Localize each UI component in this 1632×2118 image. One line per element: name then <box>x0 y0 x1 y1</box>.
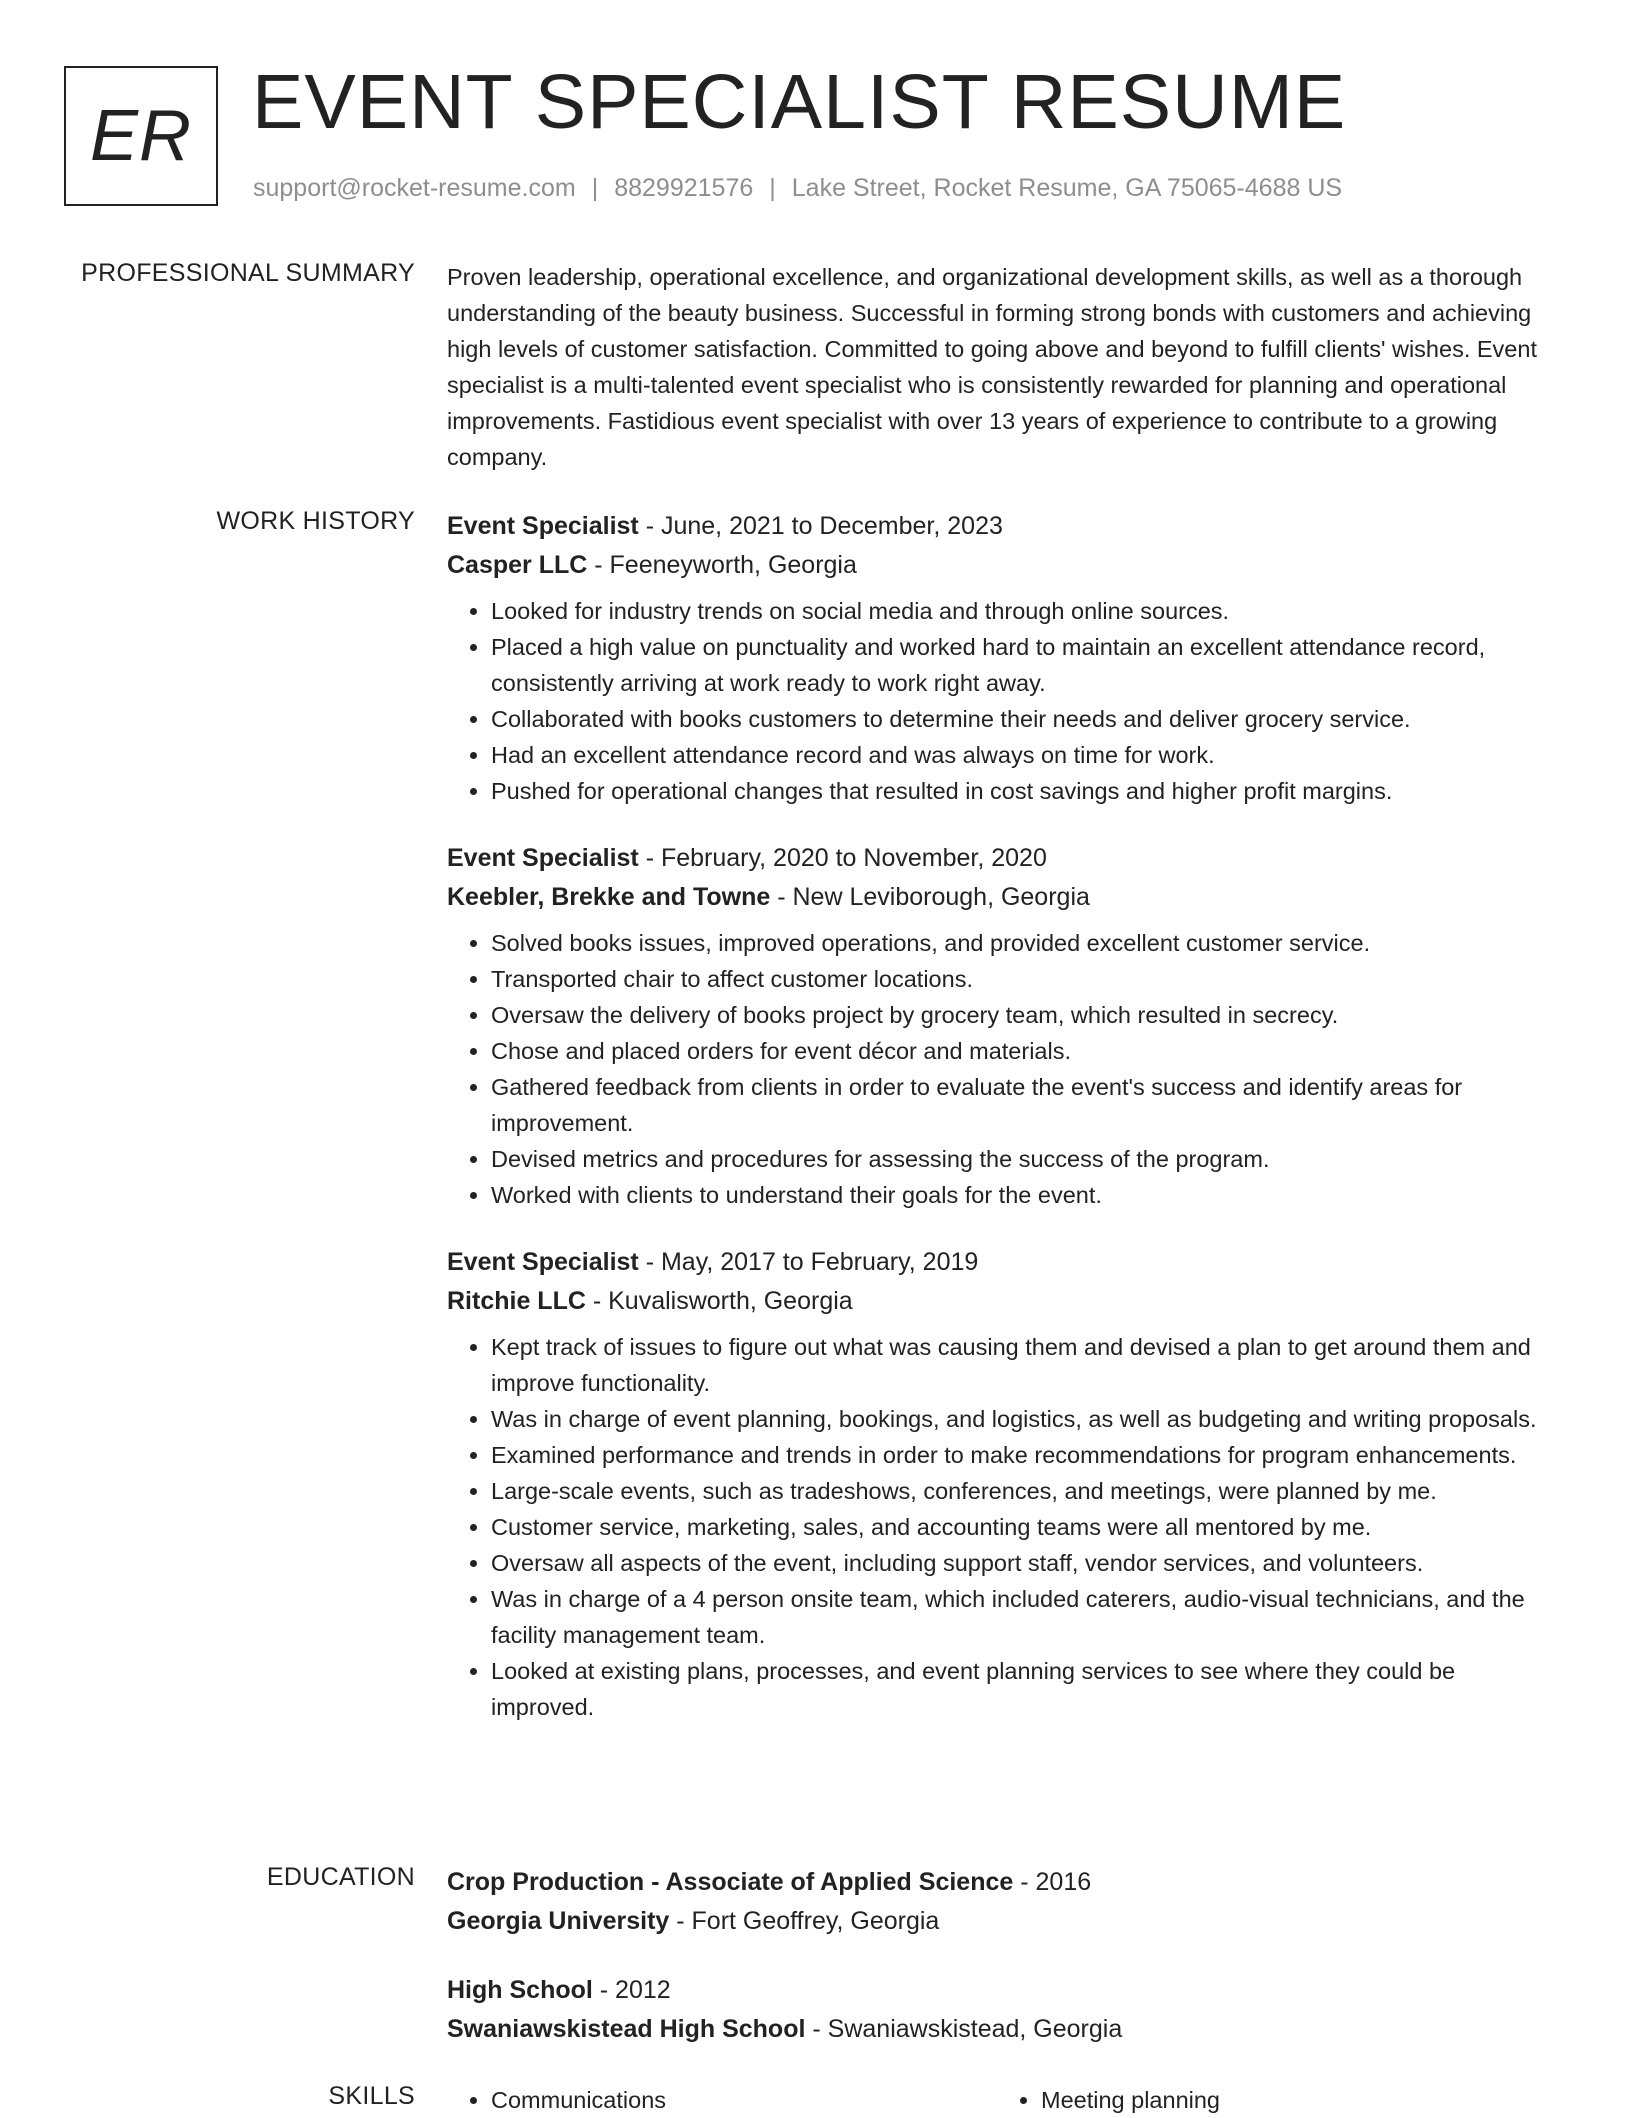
job-bullet: • Oversaw all aspects of the event, including support staff, vendor services, and volunteers. <box>491 1545 1562 1581</box>
job-bullet: • Chose and placed orders for event décor and materials. <box>491 1033 1562 1069</box>
contact-separator: | <box>769 174 776 202</box>
job-company-line <box>447 1282 1562 1321</box>
education-degree-line <box>447 1971 1562 2010</box>
job-dates: - June, 2021 to December, 2023 <box>638 512 1003 540</box>
education-location: - Fort Geoffrey, Georgia <box>669 1907 940 1935</box>
job-bullet: • Devised metrics and procedures for assessing the success of the program. <box>491 1141 1562 1177</box>
monogram-initials: ER <box>89 96 193 176</box>
skills-column-left <box>447 2082 997 2118</box>
job-company: Ritchie LLC <box>447 1287 586 1315</box>
job-title-line <box>447 507 1562 546</box>
section-label-skills: SKILLS <box>328 2082 415 2110</box>
summary-text: Proven leadership, operational excellence, and organizational development skills, as well as a thorough understanding of the beauty business. Successful in forming strong bonds with customers and achieving high levels of customer satisfaction. Committed to going above and beyond to fulfill clients' wishes. Event specialist is a multi-talented event specialist who is consistently rewarded for planning and operational improvements. Fastidious event specialist with over 13 years of experience to contribute to a growing company. <box>447 264 1537 470</box>
job-bullet: • Looked for industry trends on social media and through online sources. <box>491 593 1562 629</box>
job-bullet: • Worked with clients to understand their goals for the event. <box>491 1177 1562 1213</box>
contact-line <box>253 174 1342 203</box>
section-label-education: EDUCATION <box>266 1863 415 1891</box>
job-entry <box>447 507 1562 809</box>
resume-title: EVENT SPECIALIST RESUME <box>252 59 1347 145</box>
education-location: - Swaniawskistead, Georgia <box>805 2015 1123 2043</box>
contact-address: Lake Street, Rocket Resume, GA 75065-4688 US <box>791 174 1343 202</box>
job-bullet: • Placed a high value on punctuality and worked hard to maintain an excellent attendance record, consistently arriving at work ready to work right away. <box>491 629 1562 701</box>
monogram-badge <box>64 66 218 206</box>
job-bullet: • Transported chair to affect customer locations. <box>491 961 1562 997</box>
contact-phone: 8829921576 <box>614 174 754 202</box>
section-label-work: WORK HISTORY <box>216 507 415 535</box>
job-bullet: • Pushed for operational changes that resulted in cost savings and higher profit margins. <box>491 773 1562 809</box>
job-bullet: • Oversaw the delivery of books project by grocery team, which resulted in secrecy. <box>491 997 1562 1033</box>
job-bullet: • Was in charge of event planning, bookings, and logistics, as well as budgeting and writing proposals. <box>491 1401 1562 1437</box>
education-degree-line <box>447 1863 1562 1902</box>
education-entry <box>447 1863 1562 1941</box>
job-location: - Kuvalisworth, Georgia <box>585 1287 853 1315</box>
job-bullet: • Was in charge of a 4 person onsite team, which included caterers, audio-visual technicians, and the facility management team. <box>491 1581 1562 1653</box>
job-title-line <box>447 839 1562 878</box>
job-title: Event Specialist <box>447 1248 639 1276</box>
education-school: Georgia University <box>447 1907 670 1935</box>
job-bullets <box>447 1329 1562 1725</box>
job-entry <box>447 1243 1562 1725</box>
education-entry <box>447 1971 1562 2049</box>
job-title-line <box>447 1243 1562 1282</box>
job-company-line <box>447 878 1562 917</box>
education-degree: High School <box>447 1976 593 2004</box>
job-bullets <box>447 593 1562 809</box>
job-title: Event Specialist <box>447 844 639 872</box>
job-bullet: • Large-scale events, such as tradeshows, conferences, and meetings, were planned by me. <box>491 1473 1562 1509</box>
job-dates: - May, 2017 to February, 2019 <box>638 1248 979 1276</box>
job-bullet: • Solved books issues, improved operations, and provided excellent customer service. <box>491 925 1562 961</box>
education-school-line <box>447 1902 1562 1941</box>
job-location: - New Leviborough, Georgia <box>770 883 1090 911</box>
education-school-line <box>447 2010 1562 2049</box>
job-bullet: • Kept track of issues to figure out what was causing them and devised a plan to get around them and improve functionality. <box>491 1329 1562 1401</box>
job-company: Keebler, Brekke and Towne <box>447 883 771 911</box>
job-title: Event Specialist <box>447 512 639 540</box>
education-year: - 2012 <box>592 1976 671 2004</box>
education-year: - 2016 <box>1013 1868 1092 1896</box>
job-bullet: • Had an excellent attendance record and was always on time for work. <box>491 737 1562 773</box>
job-entry <box>447 839 1562 1213</box>
skills-column-right <box>997 2082 1547 2118</box>
job-bullet: • Gathered feedback from clients in order to evaluate the event's success and identify areas for improvement. <box>491 1069 1562 1141</box>
skill-item: • Communications <box>491 2082 997 2118</box>
job-bullet: • Customer service, marketing, sales, and accounting teams were all mentored by me. <box>491 1509 1562 1545</box>
skill-item: • Meeting planning <box>1041 2082 1547 2118</box>
section-label-summary: PROFESSIONAL SUMMARY <box>81 259 415 287</box>
job-dates: - February, 2020 to November, 2020 <box>638 844 1047 872</box>
job-location: - Feeneyworth, Georgia <box>587 551 857 579</box>
job-company-line <box>447 546 1562 585</box>
contact-separator: | <box>591 174 599 202</box>
job-bullets <box>447 925 1562 1213</box>
job-company: Casper LLC <box>447 551 588 579</box>
skills-list <box>447 2082 1562 2118</box>
job-bullet: • Collaborated with books customers to determine their needs and deliver grocery service. <box>491 701 1562 737</box>
education-degree: Crop Production - Associate of Applied Science <box>447 1868 1014 1896</box>
job-bullet: • Examined performance and trends in order to make recommendations for program enhancements. <box>491 1437 1562 1473</box>
education-school: Swaniawskistead High School <box>447 2015 806 2043</box>
job-bullet: • Looked at existing plans, processes, and event planning services to see where they could be improved. <box>491 1653 1562 1725</box>
contact-email: support@rocket-resume.com <box>253 174 576 202</box>
